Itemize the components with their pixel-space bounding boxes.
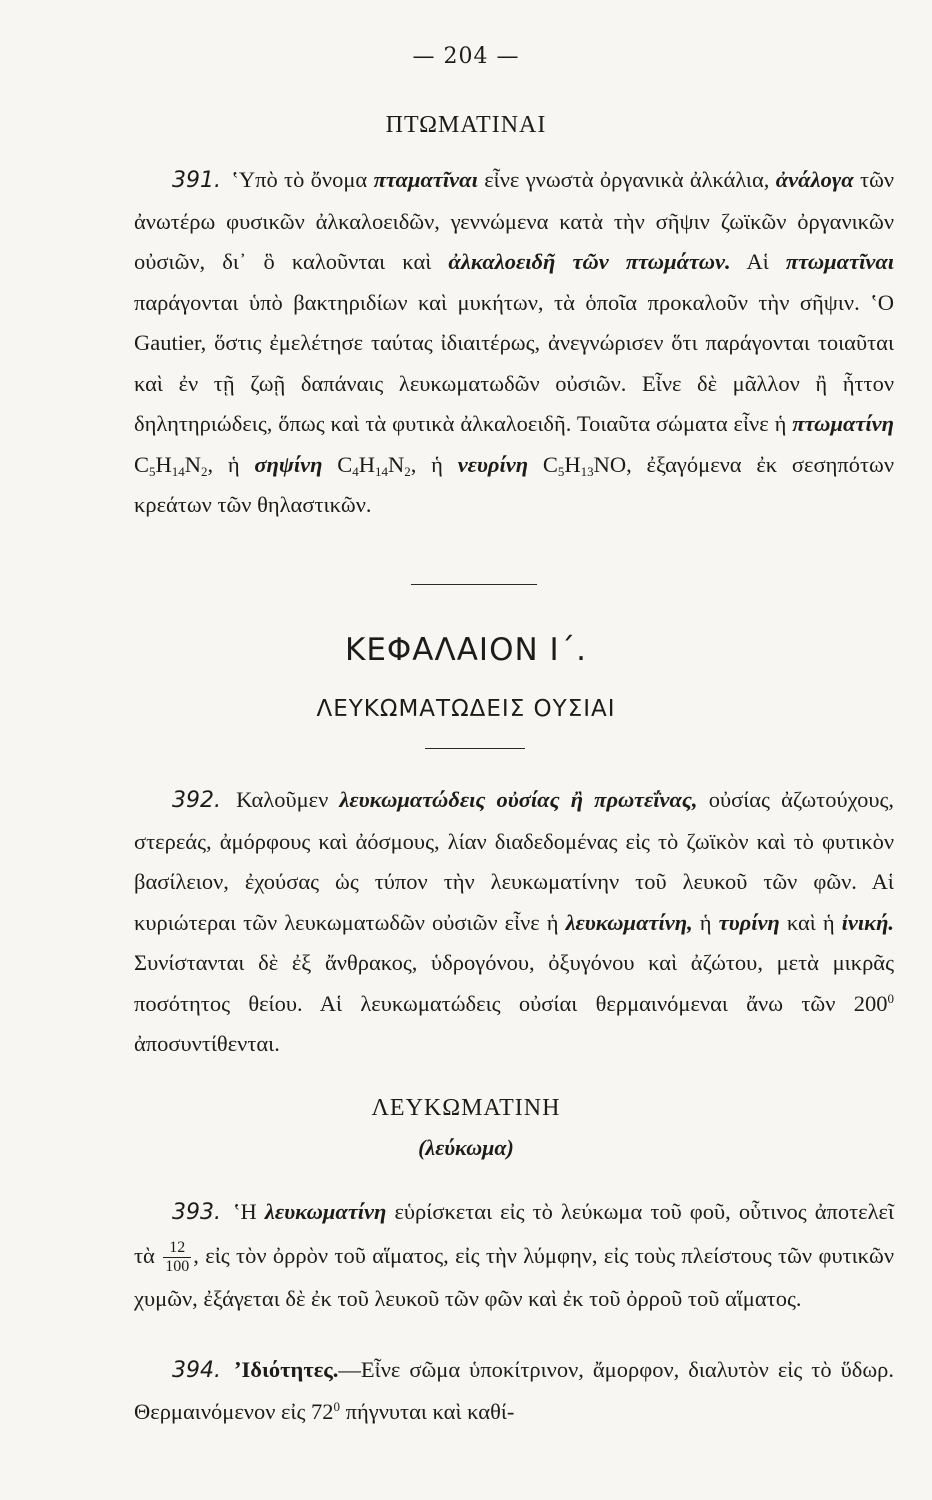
term: λευκωματίνη [264,1199,387,1224]
text: εὑρίσκεται εἰς τὸ λεύκωμα τοῦ φοῦ, οὗτινος ἀποτελεῖ τὰ [134,1199,895,1268]
subsection-subtitle: (λεύκωμα) [418,1135,514,1160]
text: ʽΥπὸ τὸ ὄνομα [231,167,368,192]
paragraph-394 [134,1350,894,1432]
paragraph-number: 394. [172,1358,221,1383]
page-number: — 204 — [412,44,520,69]
text: Αἱ [746,249,769,274]
text: παράγονται ὑπὸ βακτηριδίων καὶ μυκήτων, τὰ ὁποῖα προκαλοῦν τὴν σῆψιν. ʽΟ Gautier, ὅστις ἐμελέτησε ταύτας ἰδιαιτέρως, ἀνεγνώρισεν ὅτι παράγονται τοιαῦται καὶ ἐν τῇ ζωῇ δαπάναις λευκωματωδῶν οὐσιῶν. Εἶνε δὲ μᾶλλον ἢ ἧττον δηλητηριώδεις, ὅπως καὶ τὰ φυτικὰ ἀλκαλοειδῆ. Τοιαῦτα σώματα εἶνε ἡ [134,289,894,436]
paragraph-391 [134,160,894,526]
divider [425,748,525,749]
text: οὐσίας ἀζωτούχους, στερεάς, ἀμόρφους καὶ ἀόσμους, λίαν διαδεδομένας εἰς τὸ ζωϊκὸν καὶ τὸ φυτικὸν βασίλειον, ἐχούσας ὡς τύπον τὴν λευκωματίνην τοῦ λευκοῦ τῶν φῶν. Αἱ κυριώτεραι τῶν λευκωματωδῶν οὐσιῶν εἶνε ἡ [134,787,895,935]
paragraph-number: 391. [172,168,221,193]
formula-sepsine: $C_4H_{14}N_2$, [337,451,417,479]
section-title: ΠΤΩΜΑΤΙΝΑΙ [385,112,547,138]
chapter-subtitle: ΛΕΥΚΩΜΑΤΩΔΕΙΣ ΟΥΣΙΑΙ [316,696,616,722]
divider [411,584,537,585]
text: ἀποσυντίθενται. [134,1031,280,1056]
term: τυρίνη [718,909,780,935]
paragraph-number: 392. [172,788,221,813]
term: λευκωματώδεις οὐσίας ἢ πρωτεΐνας, [339,787,698,812]
text: Συνίστανται δὲ ἐξ ἄνθρακος, ὑδρογόνου, ὀξυγόνου καὶ ἀζώτου, μετὰ μικρᾶς ποσότητος θείου. Αἱ λευκωματώδεις οὐσίαι θερμαινόμεναι ἄνω τῶν 200 [134,950,894,1016]
text: εἶνε γνωστὰ ὀργανικὰ ἀλκάλια, [484,167,770,192]
term: σηψίνη [254,451,323,477]
term: ἀλκαλοειδῆ τῶν πτωμάτων. [448,249,731,274]
text: ʽΗ [233,1199,257,1224]
text: ἡ [227,451,240,477]
text: ἐξαγόμενα ἐκ σεσηπότων κρεάτων τῶν θηλαστικῶν. [134,451,894,517]
text: , εἰς τὸν ὀρρὸν τοῦ αἵματος, εἰς τὴν λύμφην, εἰς τοὺς πλείστους τῶν φυτικῶν χυμῶν, ἐξάγεται δὲ ἐκ τοῦ λευκοῦ τῶν φῶν καὶ ἐκ τοῦ ὀρροῦ τοῦ αἵματος. [134,1243,895,1311]
paragraph-392 [134,780,894,1065]
term: πταματῖναι [373,167,478,192]
text: τῶν ἀνωτέρω φυσικῶν ἀλκαλοειδῶν, γεννώμενα κατὰ τὴν σῆψιν ζωϊκῶν ὀργανικῶν οὐσιῶν, δι᾽ ὃ καλοῦνται καὶ [134,167,895,274]
text: ἡ [431,451,443,477]
term: πτωματῖναι [785,249,895,274]
paragraph-393 [134,1190,894,1320]
subsection-title: ΛΕΥΚΩΜΑΤΙΝΗ [371,1095,561,1121]
paragraph-number: 393. [172,1200,221,1225]
text: καὶ ἡ [786,909,835,935]
term: νευρίνη [457,451,529,477]
term: ἰνική. [841,909,895,935]
chapter-title: ΚΕΦΑΛΑΙΟΝ Ι΄. [344,632,588,668]
degree: 0 [333,1398,341,1414]
term: λευκωματίνη, [565,909,693,935]
term: πτωματίνη [792,411,894,436]
text: πήγνυται καὶ καθί- [345,1398,515,1424]
fraction: $\frac{12}{100}$ [165,1239,190,1276]
term: ἀνάλογα [775,167,854,192]
text: Καλοῦμεν [236,787,329,812]
formula-ptomatine: $C_5H_{14}N_2$, [134,451,214,479]
degree: 0 [887,990,894,1006]
text: ἡ [699,909,712,935]
text: —Εἶνε σῶμα ὑποκίτρινον, ἄμορφον, διαλυτὸν εἰς τὸ ὕδωρ. Θερμαινόμενον εἰς 72 [134,1357,895,1424]
term: ʼΙδιότητες. [234,1357,339,1382]
formula-neurine: $C_5H_{13}NO$, [542,451,632,479]
